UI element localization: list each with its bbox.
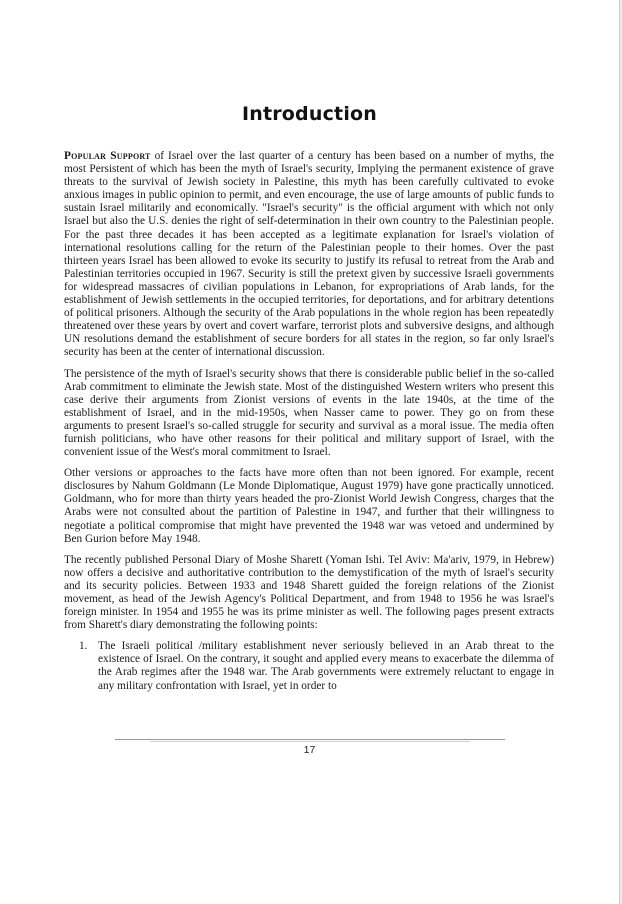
footer-divider bbox=[115, 739, 505, 740]
paragraph-2: The persistence of the myth of Israel's security shows that there is considerable public belief in the so-called Arab commitment to eliminate the Jewish state. Most of the distinguished Western writers who present this case derive their arguments from Zionist versions of events in the late 1940s, at the time of the establishment of Israel, and in the mid-1950s, when Nasser came to power. They go on from these arguments to present Israel's so-called struggle for security and survival as a moral issue. The media often furnish politicians, who have other reasons for their political and military support of Israel, with the convenient issue of the West's moral commitment to Israel. bbox=[64, 367, 554, 459]
paragraph-3: Other versions or approaches to the facts have more often than not been ignored. For example, recent disclosures by Nahum Goldmann (Le Monde Diplomatique, August 1979) have gone practically unnoticed. Goldmann, who for more than thirty years headed the pro-Zionist World Jewish Congress, charges that the Arabs were not consulted about the partition of Palestine in 1947, and further that their willingness to negotiate a political compromise that might have prevented the 1948 war was vetoed and undermined by Ben Gurion before May 1948. bbox=[64, 467, 554, 545]
page-number: 17 bbox=[303, 744, 316, 756]
list-item bbox=[64, 640, 554, 692]
lead-in-small-caps: Popular Support bbox=[64, 150, 151, 162]
paragraph-1 bbox=[64, 150, 554, 360]
paragraph-1-text: of Israel over the last quarter of a century has been based on a number of myths, the most Persistent of which has been the myth of Israel's security, Implying the permanent existence of grave threats to the survival of Jewish society in Palestine, this myth has been carefully cultivated to evoke anxious images in public opinion to permit, and even encourage, the use of large amounts of public funds to sustain Israel militarily and economically. "Israel's security" is the official argument with which not only Israel but also the U.S. denies the right of self-determination in their own country to the Palestinian people. For the past three decades it has been accepted as a legitimate explanation for Israel's violation of international resolutions calling for the return of the Palestinian people to their homes. Over the past thirteen years Israel has been allowed to evoke its security to justify its refusal to retreat from the Arab and Palestinian territories occupied in 1967. Security is still the pretext given by successive Israeli governments for widespread massacres of civilian populations in Lebanon, for expropriations of Arab lands, for the establishment of Jewish settlements in the occupied territories, for deportations, and for arbitrary detentions of political prisoners. Although the security of the Arab populations in the whole region has been repeatedly threatened over these years by overt and covert warfare, terrorist plots and subversive designs, and although UN resolutions demand the establishment of secure borders for all states in the region, so far only lsrael's security has been at the center of international discussion. bbox=[64, 150, 554, 359]
paragraph-4: The recently published Personal Diary of Moshe Sharett (Yoman Ishi. Tel Aviv: Ma'ariv, 1979, in Hebrew) now offers a decisive and authoritative contribution to the demystification of the myth of lsrael's security and its security policies. Between 1933 and 1948 Sharett guided the foreign relations of the Zionist movement, as head of the Jewish Agency's Political Department, and from 1948 to 1956 he was lsrael's foreign minister. In 1954 and 1955 he was its prime minister as well. The following pages present extracts from Sharett's diary demonstrating the following points: bbox=[64, 553, 554, 632]
body-text bbox=[64, 150, 554, 693]
list-item-text: The Israeli political /military establishment never seriously believed in an Arab threat to the existence of Israel. On the contrary, it sought and applied every means to exacerbate the dilemma of the Arab regimes after the 1948 war. The Arab governments were extremely reluctant to engage in any military confrontation with Israel, yet in order to bbox=[98, 640, 554, 692]
page-title: Introduction bbox=[241, 103, 378, 125]
footer-divider-shadow bbox=[150, 741, 470, 742]
numbered-list bbox=[64, 640, 554, 692]
list-item-number: 1. bbox=[79, 640, 88, 653]
